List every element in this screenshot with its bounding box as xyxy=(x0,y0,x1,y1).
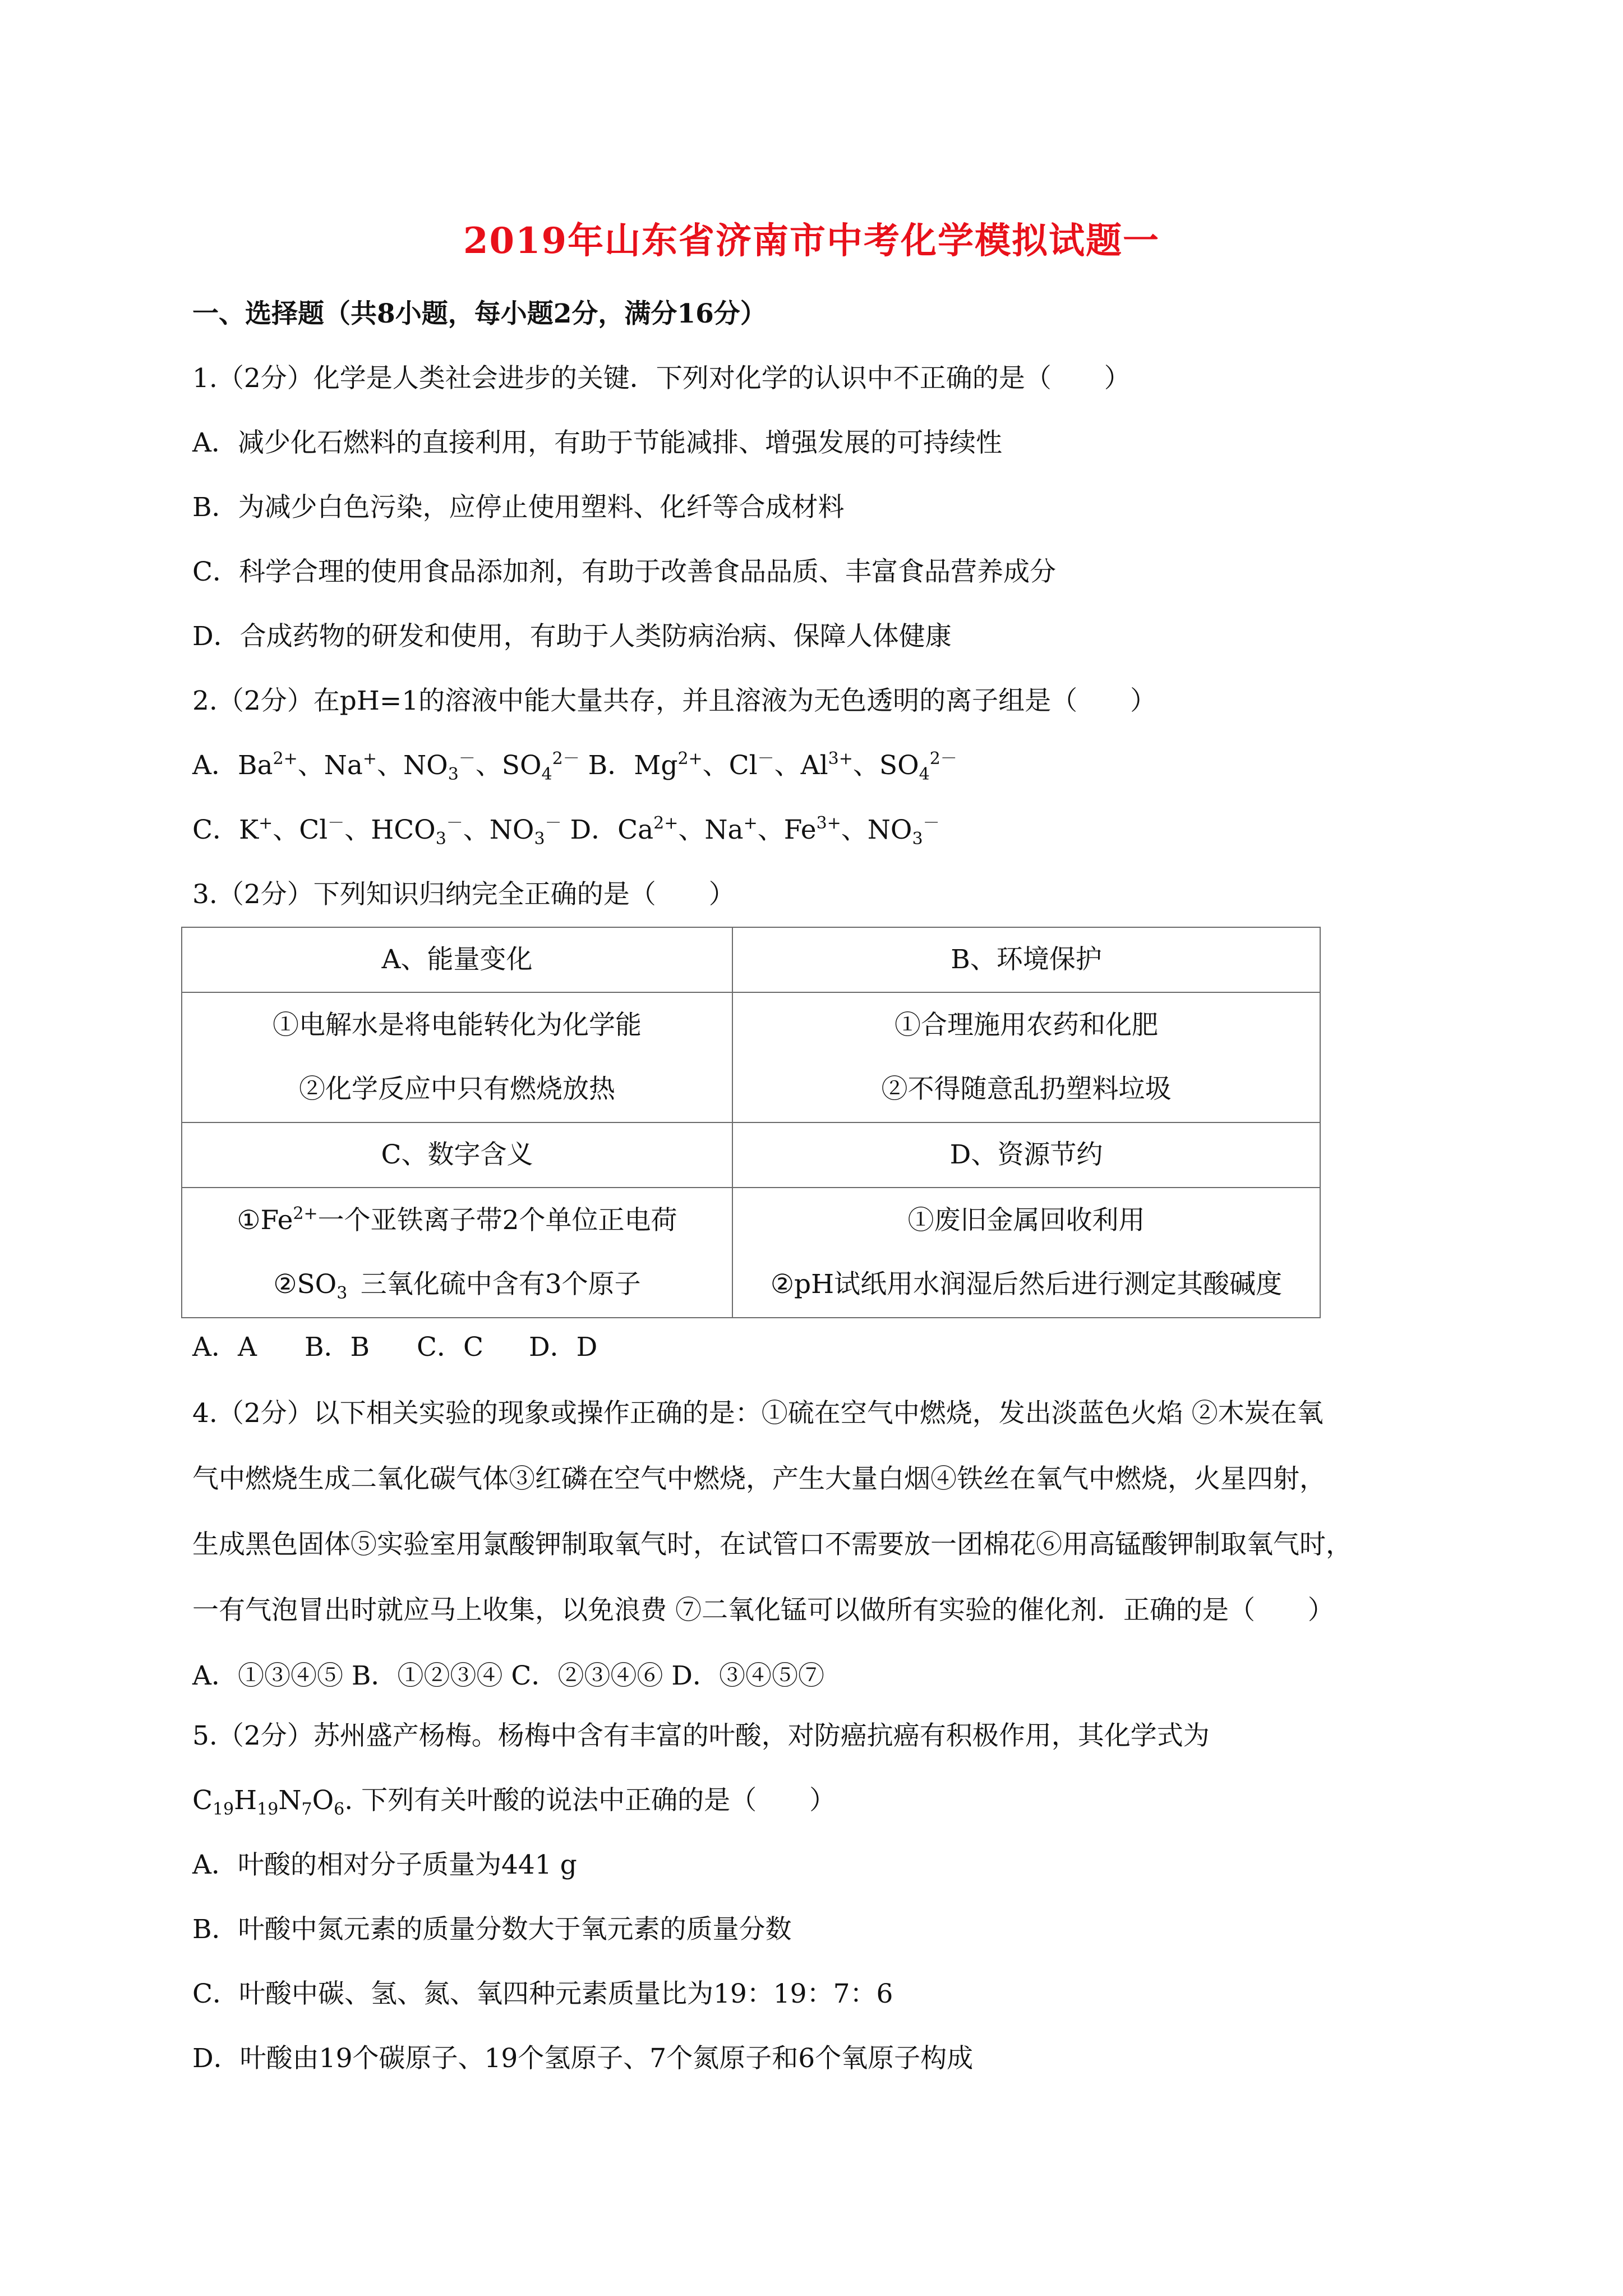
q1-stem: 1.（2分）化学是人类社会进步的关键．下列对化学的认识中不正确的是（ ） xyxy=(192,363,1131,394)
q5-option-a: A．叶酸的相对分子质量为441 g xyxy=(192,1849,577,1880)
q2-stem: 2.（2分）在pH=1的溶液中能大量共存，并且溶液为无色透明的离子组是（ ） xyxy=(192,685,1157,716)
q4-options: A．①③④⑤ B．①②③④ C．②③④⑥ D．③④⑤⑦ xyxy=(192,1660,824,1691)
q5-option-b: B．叶酸中氮元素的质量分数大于氧元素的质量分数 xyxy=(192,1914,792,1945)
page-title: 2019年山东省济南市中考化学模拟试题一 xyxy=(463,220,1160,262)
q5-line1: 5.（2分）苏州盛产杨梅。杨梅中含有丰富的叶酸，对防癌抗癌有积极作用，其化学式为 xyxy=(192,1720,1210,1751)
table-cell-d-line1: ①废旧金属回收利用 xyxy=(907,1205,1145,1236)
table-cell-b xyxy=(732,992,1320,1122)
table-cell-b-line2: ②不得随意乱扔塑料垃圾 xyxy=(881,1074,1172,1105)
table-cell-d xyxy=(732,1188,1320,1318)
q3-options xyxy=(192,1331,597,1364)
table-cell-c-line2-text: 三氧化硫中含有3个原子 xyxy=(360,1269,641,1300)
table-header-c: C、数字含义 xyxy=(182,1122,732,1188)
q2-options-cd: C．K+、Cl－、$HCO_3^-$、$NO_3^-$ D．$Ca^{2+}$、Na+、$Fe^{3+}$、$NO_3^-$ xyxy=(192,813,940,849)
q3-stem: 3.（2分）下列知识归纳完全正确的是（ ） xyxy=(192,879,735,910)
q5-option-c: C．叶酸中碳、氢、氮、氧四种元素质量比为19：19：7：6 xyxy=(192,1978,893,2009)
q4-line1: 4.（2分）以下相关实验的现象或操作正确的是：①硫在空气中燃烧，发出淡蓝色火焰 ②木炭在氧 xyxy=(192,1398,1324,1429)
table-cell-d-line2: ②pH试纸用水润湿后然后进行测定其酸碱度 xyxy=(770,1269,1283,1300)
q3-option-c: C．C xyxy=(417,1332,483,1363)
q2-options-ab: A．$Ba^{2+}$、Na+、$NO_3^-$、$SO_4^{2-}$ B．$Mg^{2+}$、Cl－、$Al^{3+}$、$SO_4^{2-}$ xyxy=(192,749,957,784)
table-header-b: B、环境保护 xyxy=(732,927,1320,992)
q1-option-b: B．为减少白色污染，应停止使用塑料、化纤等合成材料 xyxy=(192,492,845,523)
q4-line3: 生成黑色固体⑤实验室用氯酸钾制取氧气时，在试管口不需要放一团棉花⑥用高锰酸钾制取氧气时， xyxy=(192,1529,1352,1560)
table-cell-c xyxy=(182,1188,732,1318)
q3-option-d: D．D xyxy=(529,1332,598,1363)
q1-option-c: C．科学合理的使用食品添加剂，有助于改善食品品质、丰富食品营养成分 xyxy=(192,556,1056,587)
q3-option-b: B．B xyxy=(305,1332,370,1363)
table-cell-a-line2: ②化学反应中只有燃烧放热 xyxy=(299,1074,615,1105)
q5-line2-text: . 下列有关叶酸的说法中正确的是（ ） xyxy=(344,1785,836,1816)
q5-option-d: D．叶酸由19个碳原子、19个氢原子、7个氮原子和6个氧原子构成 xyxy=(192,2043,974,2074)
q5-line2: $C_{19}H_{19}N_7O_6$. 下列有关叶酸的说法中正确的是（ ） xyxy=(192,1785,836,1819)
q1-option-d: D．合成药物的研发和使用，有助于人类防病治病、保障人体健康 xyxy=(192,621,952,652)
table-cell-b-line1: ①合理施用农药和化肥 xyxy=(895,1010,1158,1041)
section-heading: 一、选择题（共8小题，每小题2分，满分16分） xyxy=(192,298,767,329)
table-cell-c-line1: $①Fe^{2+}$一个亚铁离子带2个单位正电荷 xyxy=(237,1204,677,1236)
table-cell-a-line1: ①电解水是将电能转化为化学能 xyxy=(273,1010,642,1041)
q4-line2: 气中燃烧生成二氧化碳气体③红磷在空气中燃烧，产生大量白烟④铁丝在氧气中燃烧，火星四射， xyxy=(192,1464,1326,1494)
table-cell-c-line1-text: 一个亚铁离子带2个单位正电荷 xyxy=(317,1205,677,1236)
table-cell-a xyxy=(182,992,732,1122)
q3-option-a: A．A xyxy=(192,1332,257,1363)
q4-line4: 一有气泡冒出时就应马上收集，以免浪费 ⑦二氧化锰可以做所有实验的催化剂．正确的是（ ） xyxy=(192,1595,1334,1626)
q1-option-a: A．减少化石燃料的直接利用，有助于节能减排、增强发展的可持续性 xyxy=(192,427,1002,458)
table-header-d: D、资源节约 xyxy=(732,1122,1320,1188)
table-cell-c-line2: $②SO_3$ 三氧化硫中含有3个原子 xyxy=(273,1269,641,1303)
table-header-a: A、能量变化 xyxy=(182,927,732,992)
knowledge-table xyxy=(181,927,1321,1318)
